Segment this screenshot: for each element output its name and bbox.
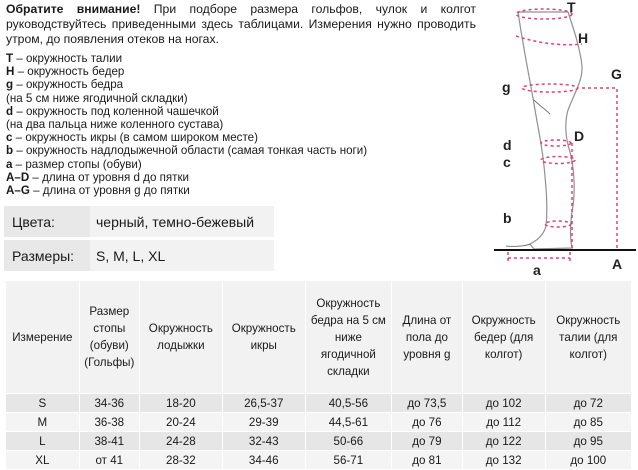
- colors-value: черный, темно-бежевый: [90, 206, 274, 237]
- table-cell: до 81: [392, 451, 463, 470]
- table-cell: 44,5-61: [305, 413, 391, 432]
- diagram-label-A: A: [612, 256, 623, 272]
- table-cell: 34-36: [79, 394, 139, 413]
- table-row: [6, 432, 632, 451]
- table-row: [6, 451, 632, 470]
- diagram-label-c: c: [503, 154, 511, 170]
- size-table-header: [6, 281, 632, 394]
- notice-bold: Обратите внимание!: [6, 2, 141, 16]
- legend-text: – длина от уровня g до пятки: [29, 184, 190, 198]
- diagram-label-a: a: [533, 262, 541, 278]
- table-cell: до 72: [545, 394, 631, 413]
- legend-text: – окружность бедра: [13, 78, 124, 92]
- column-header: Окружность бедер (для колгот): [462, 281, 545, 394]
- leg-measurement-diagram: [490, 0, 638, 280]
- product-info-table: [4, 203, 274, 274]
- table-cell: 26,5-37: [222, 394, 305, 413]
- legend-key: H: [6, 65, 15, 79]
- legend-text: – окружность талии: [13, 52, 123, 65]
- table-cell: от 41: [79, 451, 139, 470]
- sizes-label: Размеры:: [4, 240, 90, 271]
- legend-item: [6, 65, 476, 78]
- table-cell: до 73,5: [392, 394, 463, 413]
- legend-item: [6, 158, 476, 171]
- diagram-label-T: T: [567, 0, 576, 15]
- column-header: Размер стопы (обуви) (Гольфы): [79, 281, 139, 394]
- legend-text: – длина от уровня d до пятки: [29, 170, 190, 184]
- table-cell: 18-20: [139, 394, 222, 413]
- diagram-label-b: b: [503, 210, 512, 226]
- legend-item: [6, 92, 476, 105]
- table-cell: 50-66: [305, 432, 391, 451]
- legend-item: [6, 171, 476, 184]
- legend-text: (на два пальца ниже коленного сустава): [6, 118, 224, 132]
- measurement-legend: [6, 52, 476, 197]
- legend-text: – окружность надлодыжечной области (самая тонкая часть ноги): [13, 144, 368, 158]
- column-header: Окружность икры: [222, 281, 305, 394]
- legend-text: – окружность бедер: [14, 65, 125, 79]
- sizes-value: S, M, L, XL: [90, 240, 274, 271]
- table-cell: 28-32: [139, 451, 222, 470]
- table-cell: до 132: [462, 451, 545, 470]
- table-cell: до 100: [545, 451, 631, 470]
- legend-key: c: [6, 131, 13, 145]
- legend-key: a: [6, 157, 13, 171]
- diagram-label-G: G: [611, 66, 622, 82]
- size-cell: L: [6, 432, 80, 451]
- size-table: [5, 280, 632, 470]
- legend-item: [6, 105, 476, 118]
- diagram-label-d: d: [503, 137, 512, 153]
- column-header: Окружность лодыжки: [139, 281, 222, 394]
- table-cell: 20-24: [139, 413, 222, 432]
- table-cell: до 112: [462, 413, 545, 432]
- notice-paragraph: [6, 2, 476, 47]
- legend-key: b: [6, 144, 14, 158]
- legend-text: – окружность икры (в самом широком месте): [12, 131, 258, 145]
- table-cell: 56-71: [305, 451, 391, 470]
- table-cell: 34-46: [222, 451, 305, 470]
- legend-item: [6, 184, 476, 197]
- table-cell: 36-38: [79, 413, 139, 432]
- legend-item: [6, 52, 476, 65]
- legend-item: [6, 131, 476, 144]
- sizes-row: [4, 240, 274, 271]
- legend-text: (на 5 см ниже ягодичной складки): [6, 91, 188, 105]
- colors-row: [4, 206, 274, 237]
- table-cell: 38-41: [79, 432, 139, 451]
- legend-text: – окружность под коленной чашечкой: [13, 104, 219, 118]
- table-cell: 29-39: [222, 413, 305, 432]
- table-row: [6, 394, 632, 413]
- column-header: Окружность бедра на 5 см ниже ягодичной складки: [305, 281, 391, 394]
- legend-key: A–D: [6, 170, 30, 184]
- size-cell: S: [6, 394, 80, 413]
- ag-length-line: [582, 88, 617, 250]
- table-cell: до 122: [462, 432, 545, 451]
- table-cell: 24-28: [139, 432, 222, 451]
- legend-key: d: [6, 104, 14, 118]
- table-cell: 32-43: [222, 432, 305, 451]
- column-header: Длина от пола до уровня g: [392, 281, 463, 394]
- diagram-label-H: H: [578, 30, 589, 46]
- legend-key: g: [6, 78, 14, 92]
- colors-label: Цвета:: [4, 206, 90, 237]
- column-header: Окружность талии (для колгот): [545, 281, 631, 394]
- legend-item: [6, 144, 476, 157]
- table-cell: до 95: [545, 432, 631, 451]
- column-header: Измерение: [6, 281, 80, 394]
- table-cell: до 102: [462, 394, 545, 413]
- table-cell: до 76: [392, 413, 463, 432]
- legend-key: A–G: [6, 184, 30, 198]
- legend-text: – размер стопы (обуви): [12, 157, 142, 171]
- table-cell: до 85: [545, 413, 631, 432]
- diagram-label-D: D: [574, 128, 585, 144]
- legend-item: [6, 78, 476, 91]
- size-table-body: [6, 394, 632, 470]
- notice-text: При подборе размера гольфов, чулок и колгот руководствуйтесь приведенными здесь таблицами. Измерения нужно проводить утром, до появления отеков на ногах.: [6, 2, 476, 46]
- table-cell: до 79: [392, 432, 463, 451]
- legend-item: [6, 118, 476, 131]
- diagram-label-g: g: [502, 79, 511, 95]
- table-cell: 40,5-56: [305, 394, 391, 413]
- table-row: [6, 413, 632, 432]
- size-cell: M: [6, 413, 80, 432]
- leg-silhouette: [518, 12, 585, 249]
- legend-key: T: [6, 52, 14, 65]
- size-cell: XL: [6, 451, 80, 470]
